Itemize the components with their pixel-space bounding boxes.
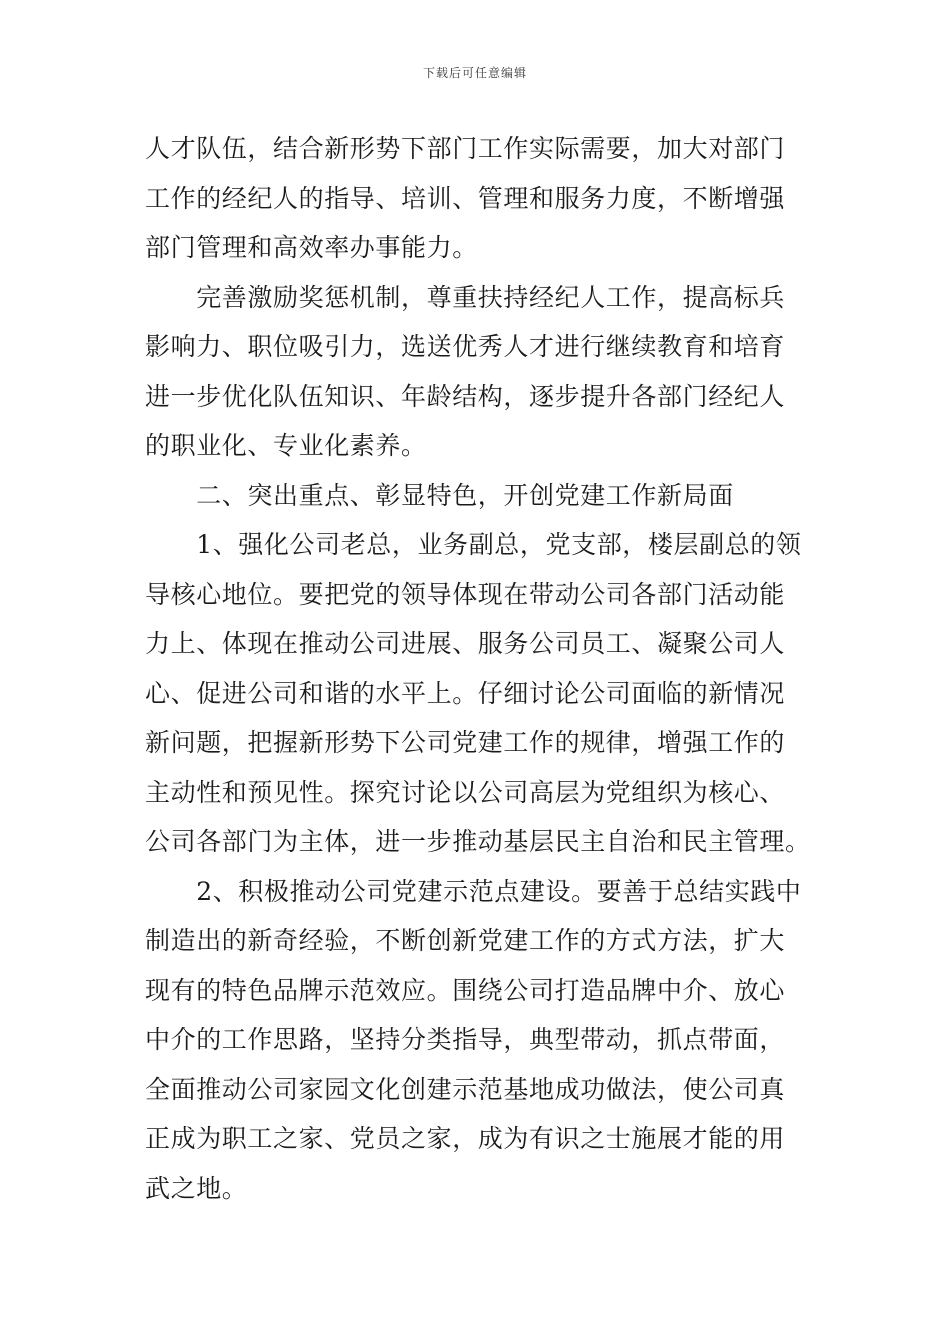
text-line: 部门管理和高效率办事能力。 — [145, 233, 478, 262]
text-line: 工作的经纪人的指导、培训、管理和服务力度，不断增强 — [145, 183, 786, 213]
text-line: 新问题，把握新形势下公司党建工作的规律，增强工作的 — [145, 728, 786, 757]
text-line: 心、促进公司和谐的水平上。仔细讨论公司面临的新情况 — [145, 678, 786, 708]
text-line: 人才队伍，结合新形势下部门工作实际需要，加大对部门 — [145, 134, 786, 163]
text-line: 主动性和预见性。探究讨论以公司高层为党组织为核心、 — [145, 777, 786, 807]
section-heading: 二、突出重点、彰显特色，开创党建工作新局面 — [145, 480, 734, 510]
text-line: 中介的工作思路，坚持分类指导，典型带动，抓点带面， — [145, 1025, 786, 1054]
document-body — [145, 124, 810, 1213]
page-header: 下载后可任意编辑 — [422, 66, 527, 80]
text-line: 导核心地位。要把党的领导体现在带动公司各部门活动能 — [145, 579, 786, 609]
text-line: 现有的特色品牌示范效应。围绕公司打造品牌中介、放心 — [145, 975, 786, 1005]
text-line: 公司各部门为主体，进一步推动基层民主自治和民主管理。 — [145, 827, 811, 856]
text-line: 完善激励奖惩机制，尊重扶持经纪人工作，提高标兵 — [145, 282, 786, 312]
text-line: 武之地。 — [145, 1173, 248, 1203]
text-line: 进一步优化队伍知识、年龄结构，逐步提升各部门经纪人 — [145, 381, 786, 411]
text-line: 力上、体现在推动公司进展、服务公司员工、凝聚公司人 — [145, 629, 786, 658]
text-line: 1、强化公司老总，业务副总，党支部，楼层副总的领 — [145, 530, 802, 559]
text-line: 全面推动公司家园文化创建示范基地成功做法，使公司真 — [145, 1074, 786, 1104]
text-line: 的职业化、专业化素养。 — [145, 431, 427, 460]
text-line: 2、积极推动公司党建示范点建设。要善于总结实践中 — [145, 876, 802, 906]
text-line: 制造出的新奇经验，不断创新党建工作的方式方法，扩大 — [145, 926, 786, 955]
text-line: 影响力、职位吸引力，选送优秀人才进行继续教育和培育 — [145, 332, 786, 361]
text-line: 正成为职工之家、党员之家，成为有识之士施展才能的用 — [145, 1124, 786, 1153]
